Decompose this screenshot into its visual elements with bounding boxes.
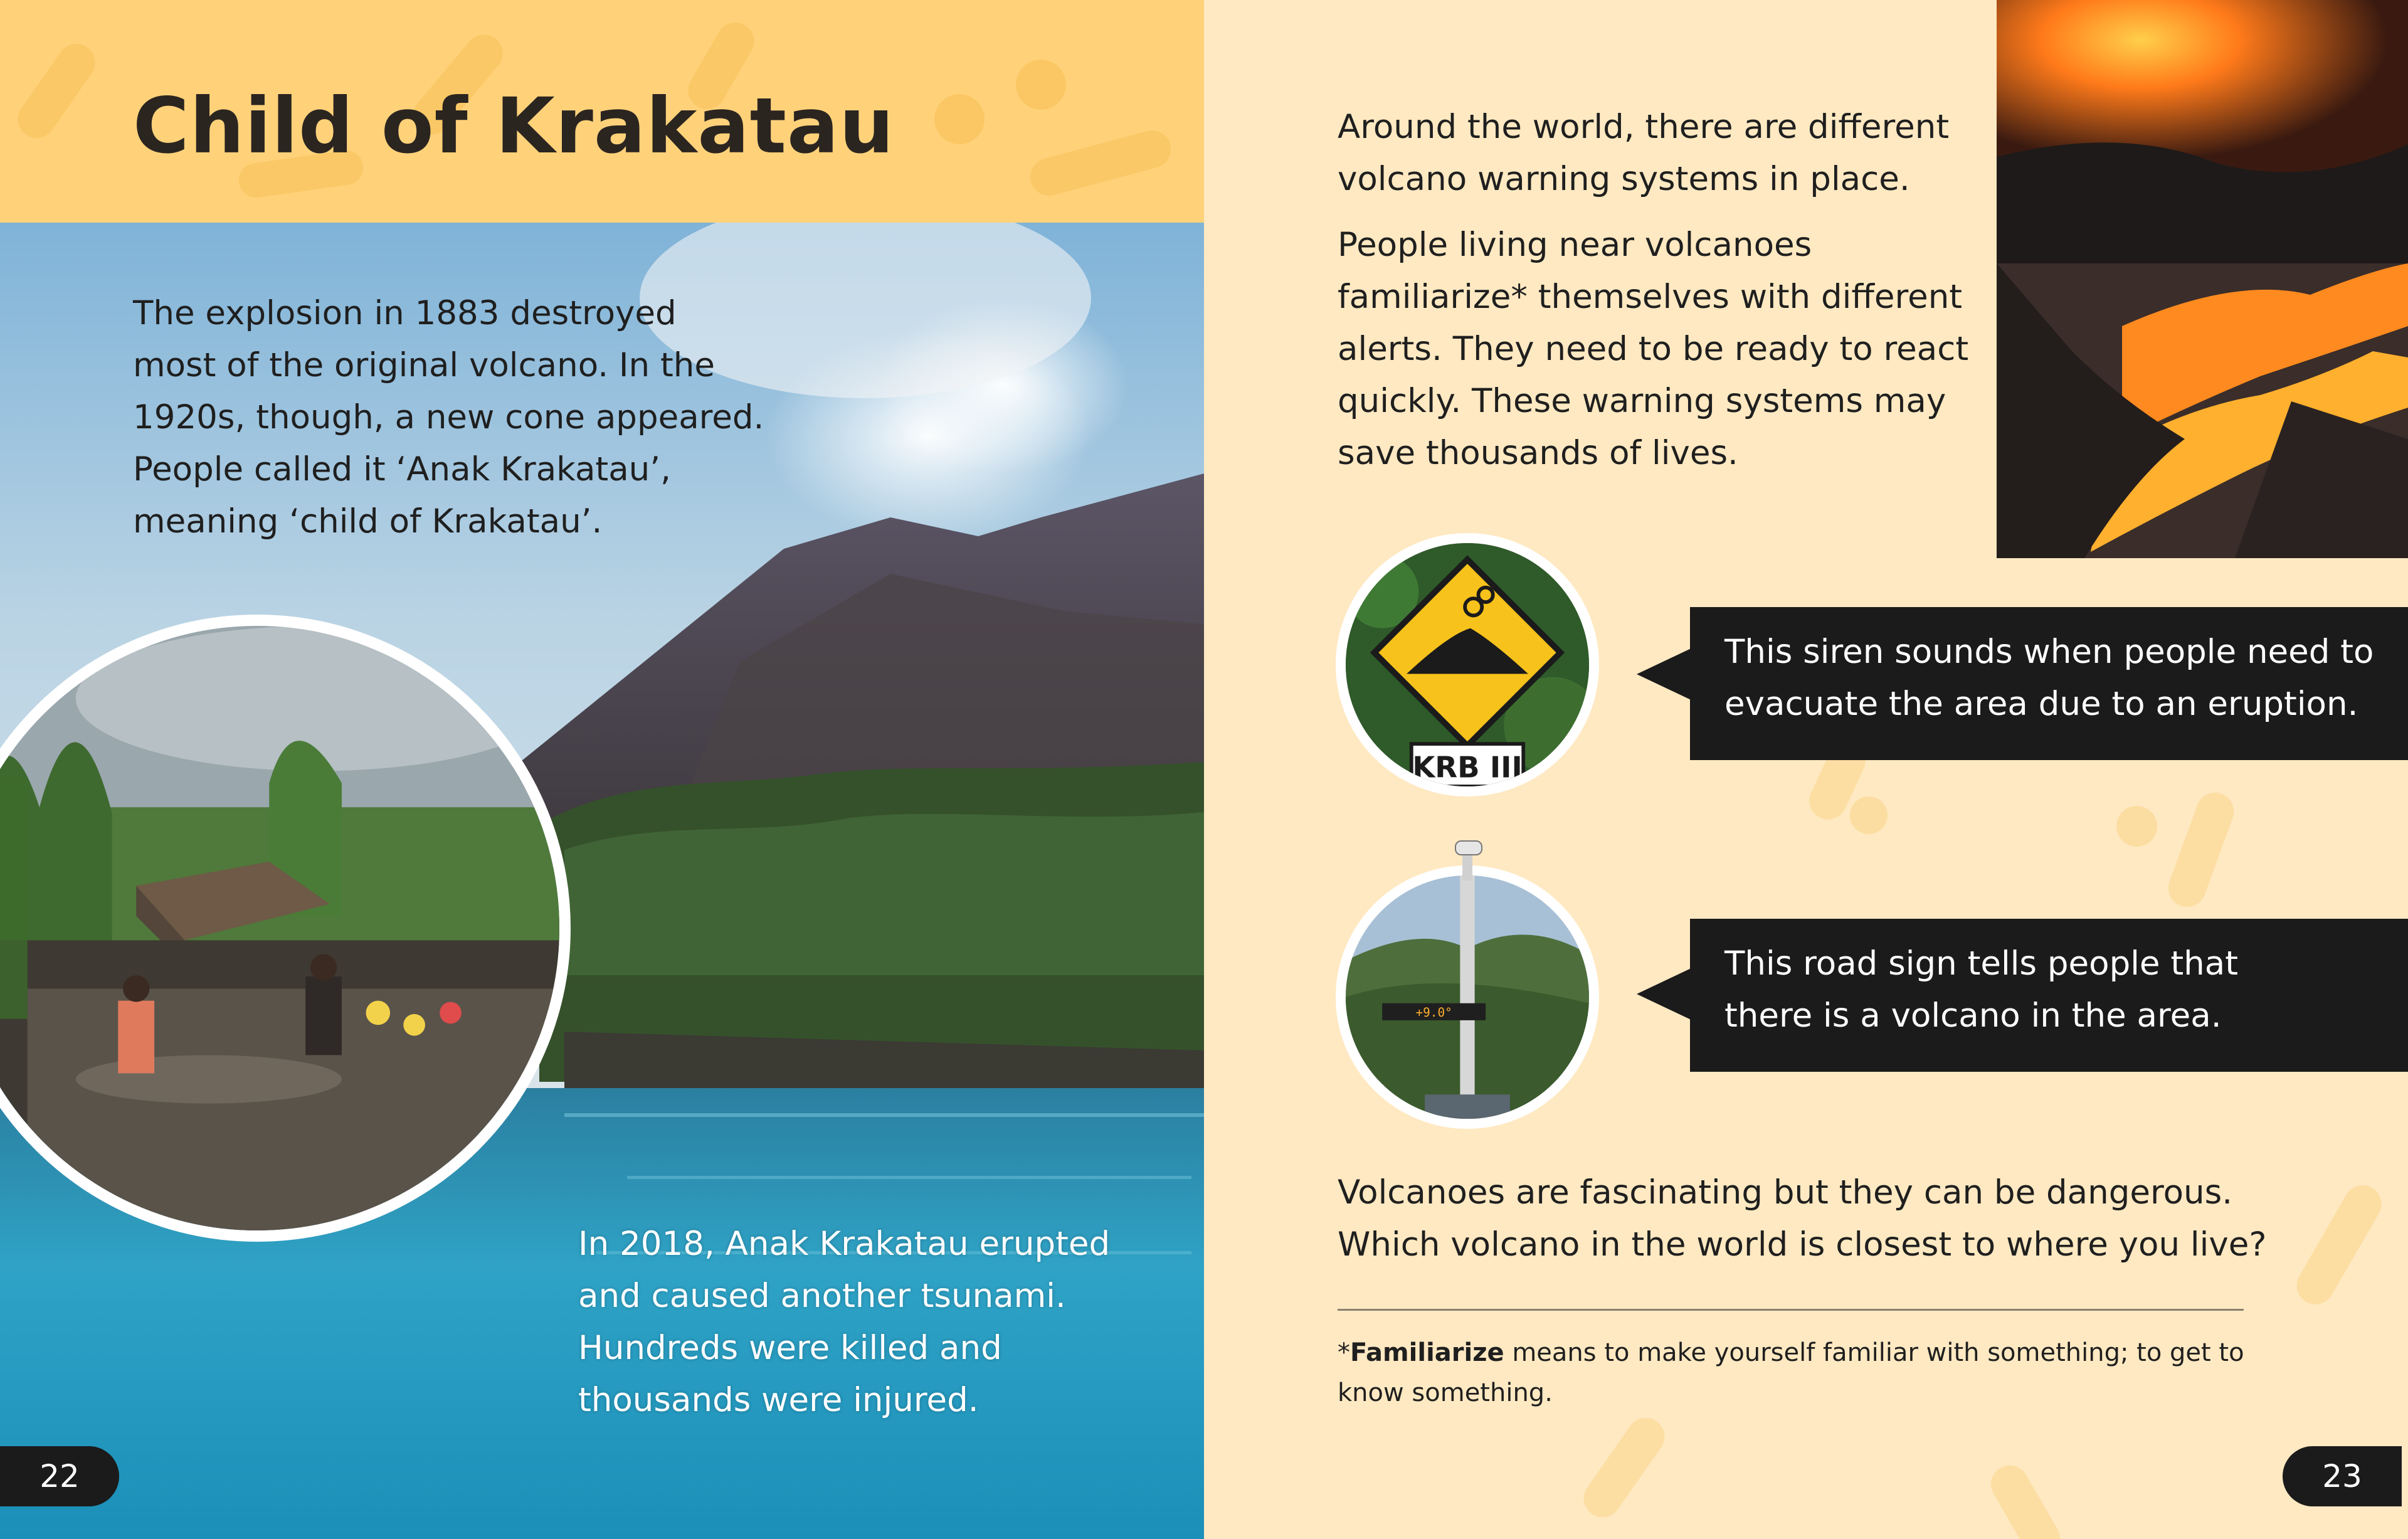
text-line: Hundreds were killed and [578, 1329, 1002, 1367]
siren-top [1455, 840, 1480, 878]
text-line: The explosion in 1883 destroyed [133, 294, 677, 332]
decorative-dot [1850, 796, 1888, 834]
text-line: most of the original volcano. In the [133, 346, 715, 384]
text-line: This road sign tells people that [1724, 944, 2239, 983]
siren-tower-photo [1336, 865, 1599, 1129]
warning-sign-illustration [1346, 543, 1589, 786]
text-line: and caused another tsunami. [578, 1277, 1066, 1315]
footnote-term: Familiarize [1350, 1338, 1504, 1367]
sign-plate-label: KRB III [1412, 750, 1523, 785]
text-line: People living near volcanoes [1338, 226, 1812, 264]
footnote [1338, 1333, 2266, 1413]
text-line: People called it ‘Anak Krakatau’, [133, 450, 671, 489]
text-line: Volcanoes are fascinating but they can be dangerous. [1338, 1173, 2233, 1212]
volcano-warning-sign-photo [1336, 533, 1599, 796]
lava-illustration [1997, 0, 2408, 558]
footnote-line: know something. [1338, 1378, 1553, 1407]
warning-systems-paragraph [1338, 101, 1949, 205]
text-line: save thousands of lives. [1338, 434, 1738, 472]
tsunami-damage-illustration [0, 626, 559, 1230]
decorative-dot [2116, 806, 2157, 847]
text-line: This siren sounds when people need to [1724, 633, 2374, 671]
text-line: meaning ‘child of Krakatau’. [133, 502, 603, 541]
road-sign-callout [1690, 919, 2408, 1072]
footnote-definition: means to make yourself familiar with something; to get to [1504, 1338, 2244, 1367]
text-line: 1920s, though, a new cone appeared. [133, 398, 764, 436]
eruption-caption [578, 1218, 1110, 1426]
siren-display-readout: +9.0° [1415, 1005, 1452, 1020]
text-line: there is a volcano in the area. [1724, 997, 2222, 1035]
page-number: 23 [2283, 1446, 2402, 1506]
intro-paragraph [133, 287, 764, 547]
title-band [0, 0, 1204, 223]
text-line: quickly. These warning systems may [1338, 382, 1946, 420]
siren-illustration [1346, 875, 1589, 1119]
siren-callout [1690, 607, 2408, 760]
siren-pole [1462, 855, 1472, 881]
closing-paragraph [1338, 1166, 2266, 1271]
decorative-dot [1016, 60, 1066, 110]
callout-pointer [1637, 966, 1696, 1022]
text-line: evacuate the area due to an eruption. [1724, 685, 2358, 723]
text-line: Around the world, there are different [1338, 108, 1950, 146]
text-line: In 2018, Anak Krakatau erupted [578, 1225, 1111, 1263]
decorative-squiggle [1984, 1459, 2067, 1539]
text-line: thousands were injured. [578, 1381, 979, 1419]
text-line: alerts. They need to be ready to react [1338, 330, 1969, 368]
decorative-squiggle [1576, 1410, 1672, 1525]
decorative-dot [934, 94, 985, 144]
decorative-squiggle [11, 36, 103, 145]
page-number: 22 [0, 1446, 119, 1506]
decorative-squiggle [2290, 1178, 2389, 1311]
page-title: Child of Krakatau [133, 82, 895, 171]
right-page [1204, 0, 2408, 1539]
callout-pointer [1637, 646, 1696, 702]
text-line: Which volcano in the world is closest to where you live? [1338, 1225, 2267, 1264]
footnote-divider [1338, 1309, 2244, 1311]
text-line: volcano warning systems in place. [1338, 160, 1910, 198]
decorative-squiggle [1026, 126, 1175, 199]
alerts-paragraph [1338, 219, 1968, 479]
lava-flow-photo [1997, 0, 2408, 558]
text-line: familiarize* themselves with different [1338, 278, 1963, 316]
footnote-asterisk: * [1338, 1338, 1350, 1367]
siren-cap [1455, 840, 1482, 855]
decorative-squiggle [2163, 787, 2239, 912]
footnote-line [1338, 1333, 2266, 1373]
